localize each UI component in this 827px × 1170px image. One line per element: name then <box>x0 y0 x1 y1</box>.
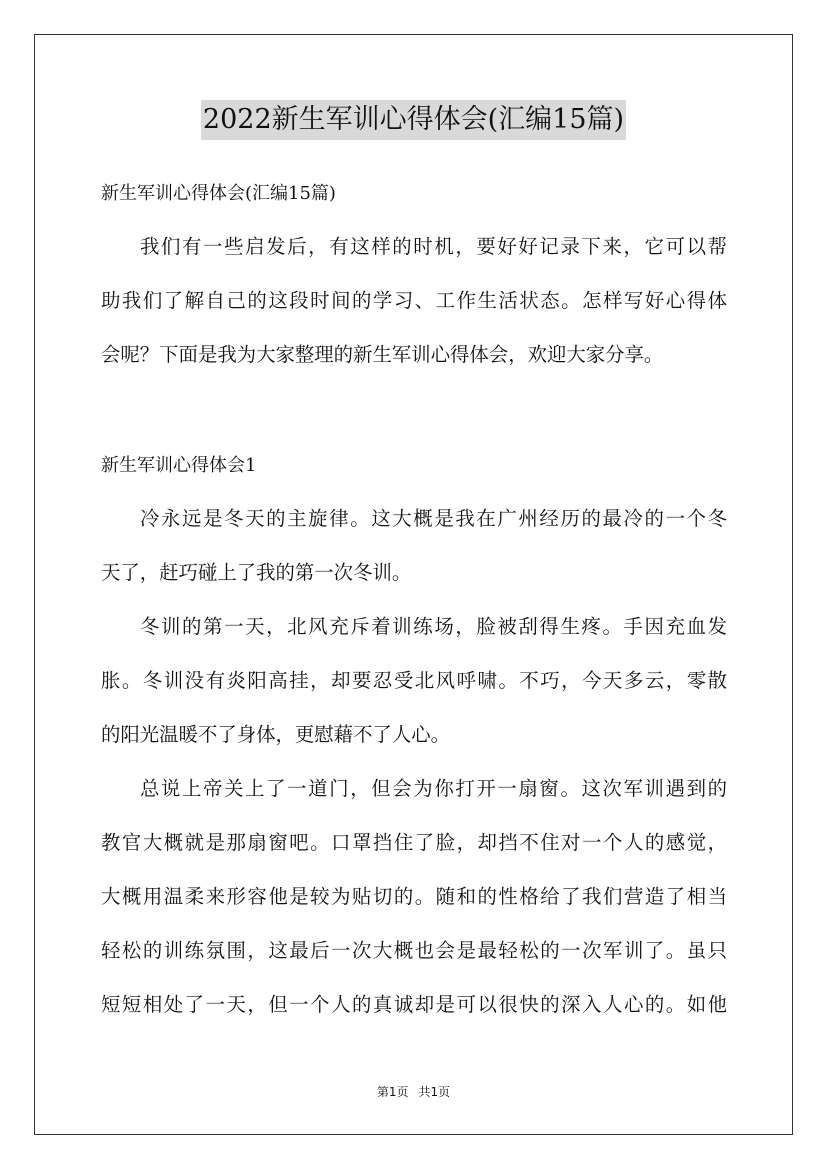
document-title: 2022新生军训心得体会(汇编15篇) <box>201 100 626 140</box>
intro-line: 助我们了解自己的这段时间的学习、工作生活状态。怎样写好心得体 <box>101 289 727 312</box>
document-subtitle: 新生军训心得体会(汇编15篇) <box>101 183 336 204</box>
intro-line: 我们有一些启发后，有这样的时机，要好好记录下来，它可以帮 <box>140 235 727 258</box>
paragraph-line: 的阳光温暖不了身体，更慰藉不了人心。 <box>101 723 451 746</box>
section-heading: 新生军训心得体会1 <box>101 455 257 476</box>
paragraph-line: 短短相处了一天，但一个人的真诚却是可以很快的深入人心的。如他 <box>101 993 727 1016</box>
title-container <box>0 100 827 140</box>
intro-line: 会呢？下面是我为大家整理的新生军训心得体会，欢迎大家分享。 <box>101 343 664 366</box>
paragraph-line: 冷永远是冬天的主旋律。这大概是我在广州经历的最冷的一个冬 <box>140 507 727 530</box>
paragraph-line: 教官大概就是那扇窗吧。口罩挡住了脸，却挡不住对一个人的感觉， <box>101 831 727 854</box>
page-number: 第1页 <box>376 1085 409 1099</box>
total-pages: 共1页 <box>418 1085 451 1099</box>
paragraph-line: 天了，赶巧碰上了我的第一次冬训。 <box>101 561 412 584</box>
paragraph-line: 总说上帝关上了一道门，但会为你打开一扇窗。这次军训遇到的 <box>140 777 727 800</box>
page-footer <box>0 1084 827 1100</box>
paragraph-line: 轻松的训练氛围，这最后一次大概也会是最轻松的一次军训了。虽只 <box>101 939 727 962</box>
paragraph-line: 冬训的第一天，北风充斥着训练场，脸被刮得生疼。手因充血发 <box>140 615 727 638</box>
paragraph-line: 胀。冬训没有炎阳高挂，却要忍受北风呼啸。不巧，今天多云，零散 <box>101 669 727 692</box>
paragraph-line: 大概用温柔来形容他是较为贴切的。随和的性格给了我们营造了相当 <box>101 885 727 908</box>
